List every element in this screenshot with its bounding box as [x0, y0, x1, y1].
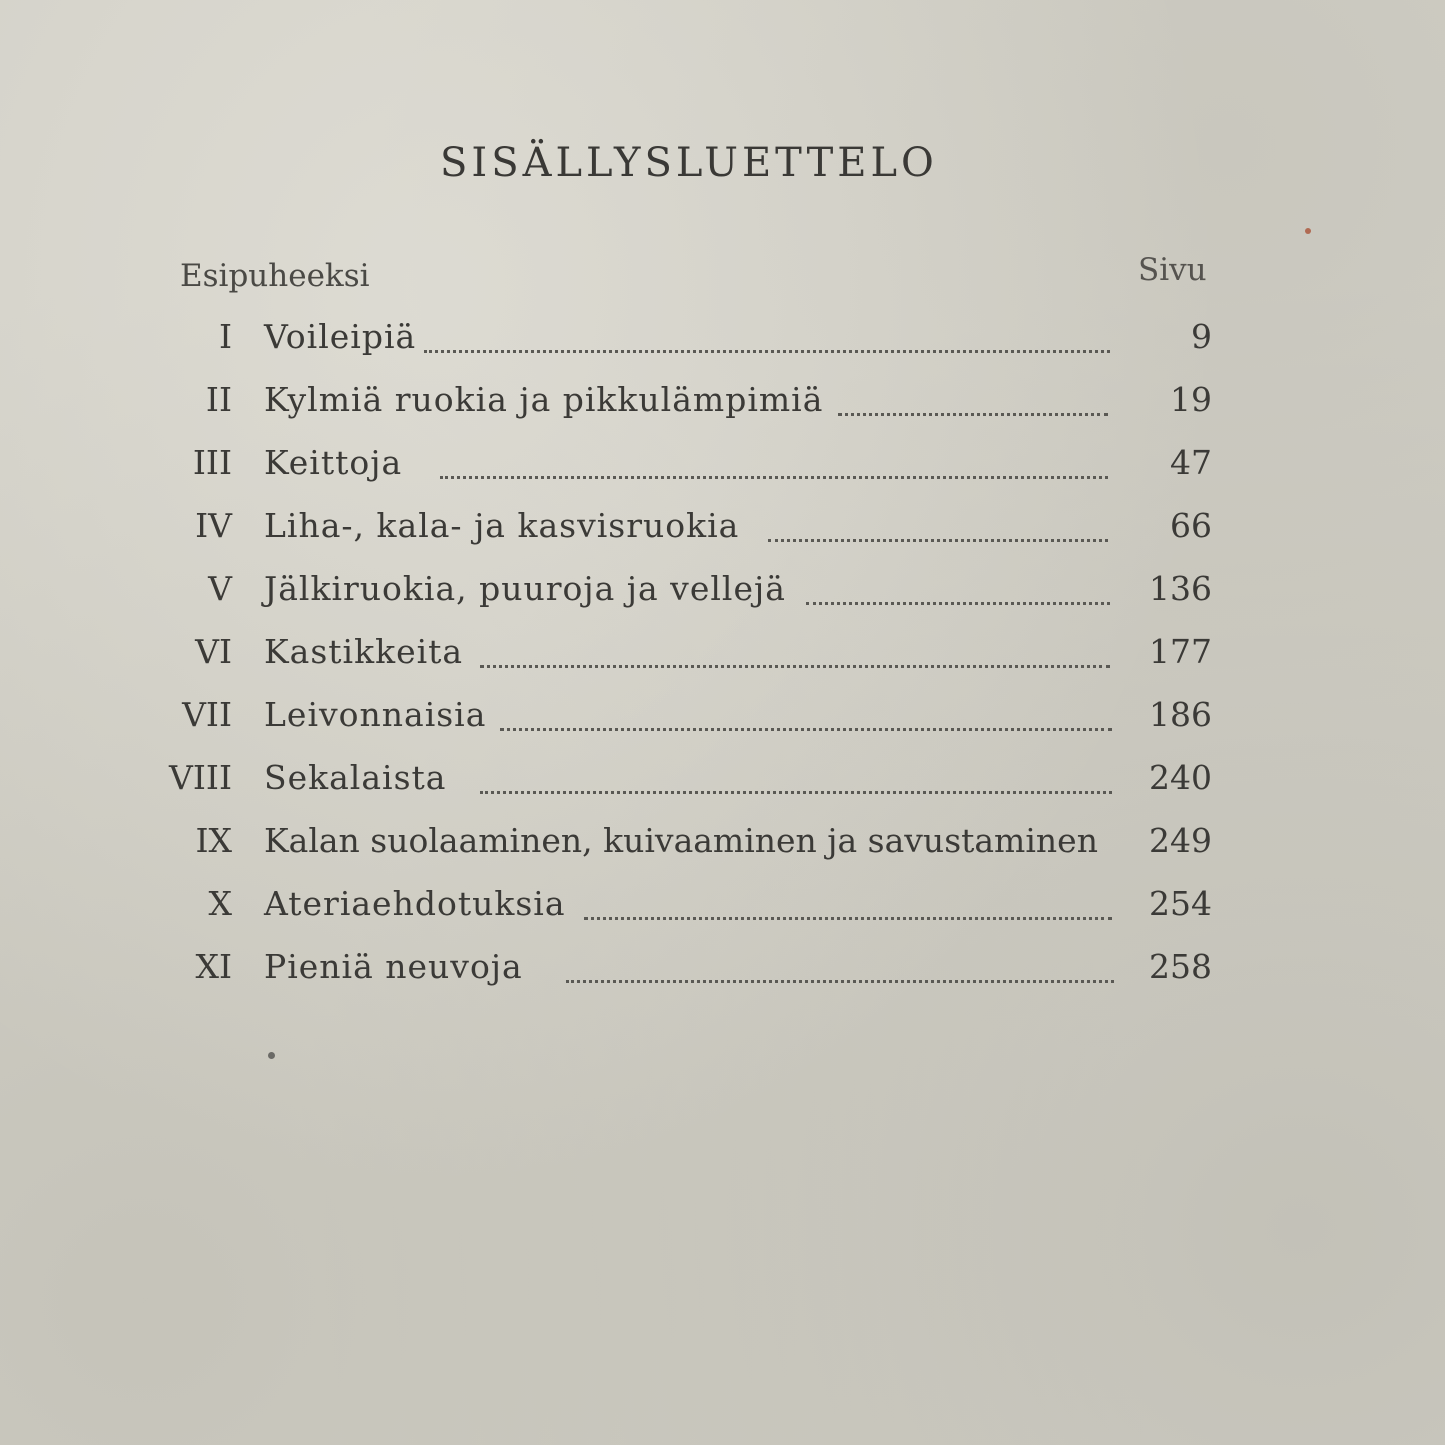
chapter-page: 258: [1149, 947, 1212, 986]
toc-row: [0, 375, 1445, 425]
toc-row: [0, 816, 1445, 866]
chapter-numeral: X: [208, 884, 232, 923]
chapter-title: Ateriaehdotuksia: [264, 884, 566, 923]
toc-row: [0, 753, 1445, 803]
dot-leader: [768, 489, 1108, 542]
dot-leader: [838, 363, 1108, 416]
dot-leader: [480, 741, 1112, 794]
dot-leader: [480, 615, 1110, 668]
dot-leader: [424, 300, 1110, 353]
chapter-page: 66: [1170, 506, 1212, 545]
chapter-page: 9: [1191, 317, 1212, 356]
toc-row: [0, 438, 1445, 488]
chapter-title: Keittoja: [264, 443, 403, 482]
chapter-page: 249: [1149, 821, 1212, 860]
page-title: SISÄLLYSLUETTELO: [440, 140, 938, 186]
toc-row: [0, 312, 1445, 362]
chapter-numeral: IX: [195, 821, 232, 860]
chapter-numeral: XI: [195, 947, 232, 986]
chapter-numeral: VIII: [169, 758, 232, 797]
chapter-numeral: IV: [195, 506, 232, 545]
toc-row: [0, 501, 1445, 551]
chapter-numeral: II: [205, 380, 232, 419]
chapter-numeral: III: [192, 443, 232, 482]
dot-leader: [806, 552, 1110, 605]
chapter-numeral: I: [218, 317, 232, 356]
toc-row: [0, 879, 1445, 929]
toc-row: [0, 627, 1445, 677]
toc-row: [0, 942, 1445, 992]
chapter-title: Liha-, kala- ja kasvisruokia: [264, 506, 740, 545]
chapter-numeral: V: [208, 569, 232, 608]
chapter-page: 177: [1149, 632, 1212, 671]
paper-speck: [1305, 228, 1311, 234]
chapter-title: Leivonnaisia: [264, 695, 487, 734]
chapter-page: 47: [1170, 443, 1212, 482]
chapter-page: 19: [1170, 380, 1212, 419]
page-column-label: Sivu: [1138, 252, 1207, 288]
toc-row: [0, 564, 1445, 614]
chapter-page: 136: [1149, 569, 1212, 608]
toc-row: [0, 690, 1445, 740]
chapter-page: 240: [1149, 758, 1212, 797]
dot-leader: [500, 678, 1112, 731]
dot-leader: [440, 426, 1108, 479]
chapter-title: Voileipiä: [264, 317, 417, 356]
chapter-title: Jälkiruokia, puuroja ja vellejä: [264, 569, 786, 608]
chapter-page: 254: [1149, 884, 1212, 923]
chapter-title: Kylmiä ruokia ja pikkulämpimiä: [264, 380, 824, 419]
dot-leader: [566, 930, 1114, 983]
preface-label: Esipuheeksi: [180, 258, 370, 294]
chapter-numeral: VI: [195, 632, 232, 671]
chapter-numeral: VII: [182, 695, 232, 734]
paper-speck: [268, 1052, 275, 1059]
chapter-title: Kastikkeita: [264, 632, 464, 671]
chapter-title: Sekalaista: [264, 758, 447, 797]
chapter-page: 186: [1149, 695, 1212, 734]
chapter-title: Pieniä neuvoja: [264, 947, 523, 986]
chapter-title: Kalan suolaaminen, kuivaaminen ja savustaminen: [264, 821, 1098, 860]
dot-leader: [584, 867, 1112, 920]
